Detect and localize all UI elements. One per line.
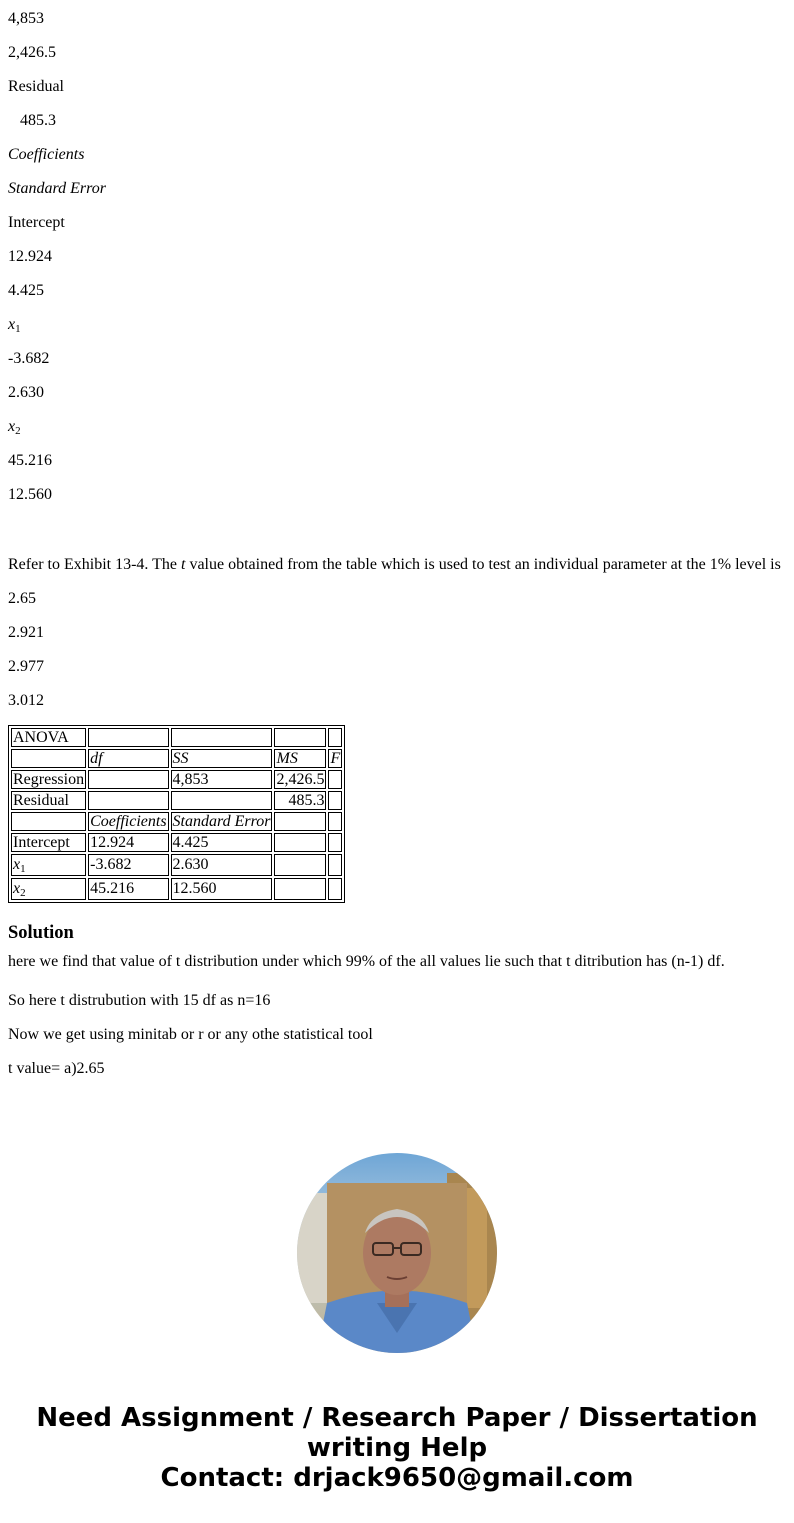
table-cell — [274, 854, 326, 876]
x1-row-coef: -3.682 — [88, 854, 168, 876]
option-a: 2.65 — [8, 590, 36, 607]
x1-coef: -3.682 — [8, 350, 50, 367]
x1-row-var: x — [13, 856, 21, 873]
regression-ms: 2,426.5 — [276, 771, 325, 788]
table-row — [11, 833, 342, 852]
x1-row-label — [11, 854, 86, 876]
table-cell — [274, 728, 326, 747]
avatar — [297, 1153, 497, 1353]
header-df: df — [88, 749, 168, 768]
ms-regression-value: 2,426.5 — [8, 44, 56, 61]
x2-row-se: 12.560 — [171, 878, 273, 900]
std-error-label: Standard Error — [8, 180, 106, 197]
promo-banner — [0, 1403, 794, 1493]
residual-ms: 485.3 — [274, 791, 326, 810]
anova-table — [8, 725, 345, 903]
intercept-coef: 12.924 — [8, 248, 52, 265]
table-cell — [88, 791, 168, 810]
ss-regression-value: 4,853 — [8, 10, 44, 27]
table-row — [11, 878, 342, 900]
table-cell — [328, 854, 342, 876]
avatar-portrait-image — [297, 1153, 497, 1353]
coefficients-label: Coefficients — [8, 146, 85, 163]
x2-row-coef: 45.216 — [88, 878, 168, 900]
table-cell — [328, 791, 342, 810]
solution-line-1: here we find that value of t distribution under which 99% of the all values lie such that t ditribution has (n-1) df. — [8, 953, 725, 970]
x2-row-sub: 2 — [20, 887, 26, 899]
x2-row-var: x — [13, 880, 21, 897]
solution-line-4: t value= a)2.65 — [8, 1060, 105, 1077]
solution-heading: Solution — [8, 923, 74, 943]
table-cell — [328, 878, 342, 900]
table-row — [11, 791, 342, 810]
x2-coef: 45.216 — [8, 452, 52, 469]
header-f: F — [330, 750, 341, 767]
table-cell — [88, 770, 168, 789]
question-after: value obtained from the table which is used to test an individual parameter at the 1% level is — [185, 556, 781, 573]
table-row — [11, 854, 342, 876]
x1-row-sub: 1 — [20, 863, 26, 875]
option-d: 3.012 — [8, 692, 44, 709]
table-cell — [11, 812, 86, 831]
anova-label: ANOVA — [11, 728, 86, 747]
regression-ss: 4,853 — [171, 770, 273, 789]
table-row — [11, 812, 342, 831]
table-row — [11, 728, 342, 747]
table-cell — [171, 728, 273, 747]
table-cell — [274, 812, 326, 831]
x1-label — [8, 306, 786, 340]
table-cell — [328, 833, 342, 852]
x1-var: x — [8, 316, 16, 333]
table-row — [11, 770, 342, 789]
table-row — [11, 749, 342, 768]
x2-var: x — [8, 418, 16, 435]
x2-se: 12.560 — [8, 486, 52, 503]
header-ss: SS — [171, 749, 273, 768]
question-before: Refer to Exhibit 13-4. The — [8, 556, 181, 573]
residual-row-label: Residual — [11, 791, 86, 810]
table-cell — [88, 728, 168, 747]
solution-line-3: Now we get using minitab or r or any othe statistical tool — [8, 1026, 373, 1043]
spacer — [8, 510, 786, 546]
intercept-row-se: 4.425 — [171, 833, 273, 852]
question-text — [8, 546, 786, 580]
table-cell — [328, 770, 342, 789]
ms-residual-value: 485.3 — [20, 112, 56, 129]
table-cell — [328, 728, 342, 747]
x2-sub: 2 — [15, 425, 21, 437]
x2-label — [8, 408, 786, 442]
header-std-error: Standard Error — [172, 813, 271, 830]
promo-line-1: Need Assignment / Research Paper / Dissertation — [36, 1403, 758, 1433]
promo-line-3: Contact: drjack9650@gmail.com — [160, 1463, 634, 1493]
table-cell — [171, 791, 273, 810]
x1-row-se: 2.630 — [171, 854, 273, 876]
header-ms: MS — [274, 749, 326, 768]
table-cell — [274, 878, 326, 900]
table-cell — [11, 749, 86, 768]
option-b: 2.921 — [8, 624, 44, 641]
option-c: 2.977 — [8, 658, 44, 675]
table-cell — [328, 812, 342, 831]
intercept-se: 4.425 — [8, 282, 44, 299]
intercept-label: Intercept — [8, 214, 65, 231]
intercept-row-coef: 12.924 — [88, 833, 168, 852]
table-cell — [274, 833, 326, 852]
header-coefficients: Coefficients — [90, 813, 167, 830]
x1-se: 2.630 — [8, 384, 44, 401]
x2-row-label — [11, 878, 86, 900]
promo-line-2: writing Help — [306, 1433, 488, 1463]
intercept-row-label: Intercept — [11, 833, 86, 852]
regression-label: Regression — [13, 771, 85, 788]
residual-label: Residual — [8, 78, 64, 95]
x1-sub: 1 — [15, 323, 21, 335]
solution-line-2: So here t distrubution with 15 df as n=16 — [8, 992, 271, 1009]
question-italic: t — [181, 556, 186, 573]
